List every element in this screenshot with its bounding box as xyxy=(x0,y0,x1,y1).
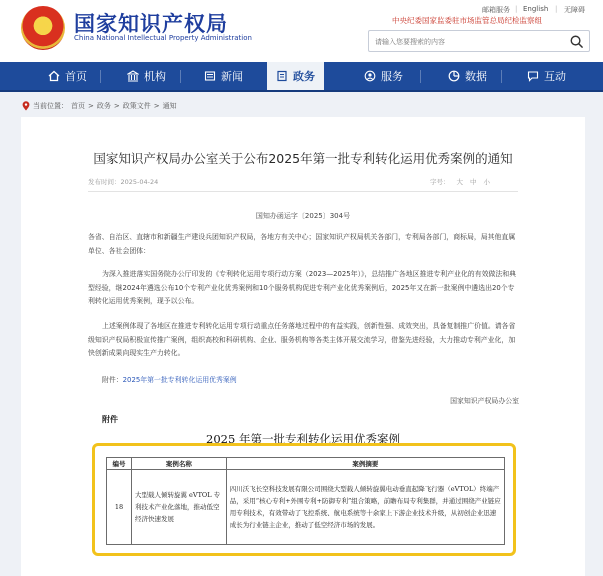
nav-label: 政务 xyxy=(293,70,315,83)
appendix-label: 附件 xyxy=(102,415,118,424)
breadcrumb-notice[interactable]: 通知 xyxy=(162,102,177,110)
nav-home[interactable] xyxy=(48,62,87,90)
table-row xyxy=(107,470,505,545)
nav-label: 新闻 xyxy=(221,70,243,83)
breadcrumb-affairs[interactable]: 政务 xyxy=(96,102,111,110)
font-size-small[interactable]: 小 xyxy=(483,178,490,186)
article-title: 国家知识产权局办公室关于公布2025年第一批专利转化运用优秀案例的通知 xyxy=(93,151,513,166)
nav-label: 互动 xyxy=(544,70,566,83)
document-icon xyxy=(276,70,288,82)
body-paragraph-2: 上述案例体现了各地区在推进专利转化运用专项行动重点任务落地过程中的有益实践，创新性强、成效突出，具备复制推广价值。请各省级知识产权局积极宣传推广案例，组织高校和科研机构、企业、服务机构等各类主体开展交流学习，借鉴先进经验，大力推动专利产业化，加快创新成果向现实生产力转化。 xyxy=(88,322,516,358)
mail-service-link[interactable]: 邮箱服务 xyxy=(482,6,510,14)
case-summary: 四川沃飞长空科技发展有限公司围绕大型载人倾转旋翼电动垂直起降飞行器（eVTOL）终端产品，采用“核心专利+外围专利+防御专利”组合策略，前瞻布局专利集群，并通过围绕产业链应用专利技术，有效带动了飞控系统、航电系统等十余家上下游企业技术升级，从初创企业迅速成长为行业链主企业，推动了低空经济市场的发展。 xyxy=(226,470,504,545)
font-size-medium[interactable]: 中 xyxy=(470,178,477,186)
font-size-large[interactable]: 大 xyxy=(456,178,463,186)
table-header-row xyxy=(107,458,505,470)
date-label: 发布时间： xyxy=(88,178,121,186)
building-icon xyxy=(127,70,139,82)
breadcrumb-separator: > xyxy=(88,102,94,110)
breadcrumb-prefix: 当前位置： xyxy=(33,102,68,110)
date-value: 2025-04-24 xyxy=(120,178,159,186)
signer: 国家知识产权局办公室 xyxy=(450,397,519,405)
divider xyxy=(88,191,518,192)
people-icon xyxy=(364,70,376,82)
case-table xyxy=(106,457,505,545)
discipline-inspection-link[interactable]: 中央纪委国家监委驻市场监管总局纪检监察组 xyxy=(392,16,542,25)
font-size-control xyxy=(430,177,490,186)
breadcrumb-separator: > xyxy=(113,102,120,110)
search-icon[interactable] xyxy=(569,34,584,49)
search-input[interactable] xyxy=(375,35,555,48)
site-header xyxy=(0,0,603,62)
publish-date xyxy=(88,177,158,186)
attachment-prefix: 附件： xyxy=(102,376,123,384)
accessibility-link[interactable]: 无障碍 xyxy=(564,6,585,14)
chat-icon xyxy=(527,70,539,82)
nav-government-affairs[interactable] xyxy=(267,62,324,90)
header-case-summary: 案例摘要 xyxy=(226,458,504,470)
divider: | xyxy=(515,5,518,13)
nav-institutions[interactable] xyxy=(127,62,166,90)
site-name[interactable]: 国家知识产权局 xyxy=(74,12,228,36)
recipients-paragraph: 各省、自治区、直辖市和新疆生产建设兵团知识产权局，各地方有关中心；国家知识产权局机关各部门，专利局各部门，商标局，局其他直属单位、各社会团体： xyxy=(88,233,516,255)
attachment-link[interactable]: 2025年第一批专利转化运用优秀案例 xyxy=(122,376,237,384)
nav-interaction[interactable] xyxy=(527,62,566,90)
english-link[interactable]: English xyxy=(523,5,549,13)
site-subtitle: China National Intellectual Property Administration xyxy=(74,34,252,42)
home-icon xyxy=(48,70,60,82)
main-nav xyxy=(0,62,603,92)
pie-chart-icon xyxy=(448,70,460,82)
body-paragraph-1: 为深入推进落实国务院办公厅印发的《专利转化运用专项行动方案（2023—2025年）》，总结推广各地区推进专利产业化的有效做法和典型经验，继2024年遴选公布10个专利产业化优秀案例和10个服务机构促进专利产业化优秀案例后，2025年又在新一批案例中遴选出20个专利转化运用优秀案例，现予以公布。 xyxy=(88,270,517,306)
nav-services[interactable] xyxy=(364,62,403,90)
nav-label: 服务 xyxy=(381,70,403,83)
breadcrumb xyxy=(22,101,177,111)
font-size-label: 字号： xyxy=(430,178,450,186)
nav-label: 首页 xyxy=(65,70,87,83)
breadcrumb-separator: > xyxy=(153,102,160,110)
nav-news[interactable] xyxy=(204,62,243,90)
case-number: 18 xyxy=(107,470,132,545)
news-icon xyxy=(204,70,216,82)
header-number: 编号 xyxy=(107,458,132,470)
case-name: 大型载人倾转旋翼 eVTOL 专利技术产业化落地，推动低空经济快速发展 xyxy=(131,470,226,545)
location-pin-icon xyxy=(22,101,30,111)
document-number: 国知办函运字〔2025〕304号 xyxy=(255,212,351,220)
attachment-line xyxy=(102,374,237,384)
header-case-name: 案例名称 xyxy=(131,458,226,470)
breadcrumb-policy-files[interactable]: 政策文件 xyxy=(122,102,151,110)
divider: | xyxy=(555,5,558,13)
nav-data[interactable] xyxy=(448,62,487,90)
cases-title: 2025 年第一批专利转化运用优秀案例 xyxy=(206,432,400,446)
breadcrumb-home[interactable]: 首页 xyxy=(71,102,85,110)
nav-label: 机构 xyxy=(144,70,166,83)
nav-label: 数据 xyxy=(465,70,487,83)
search-box xyxy=(368,30,590,52)
